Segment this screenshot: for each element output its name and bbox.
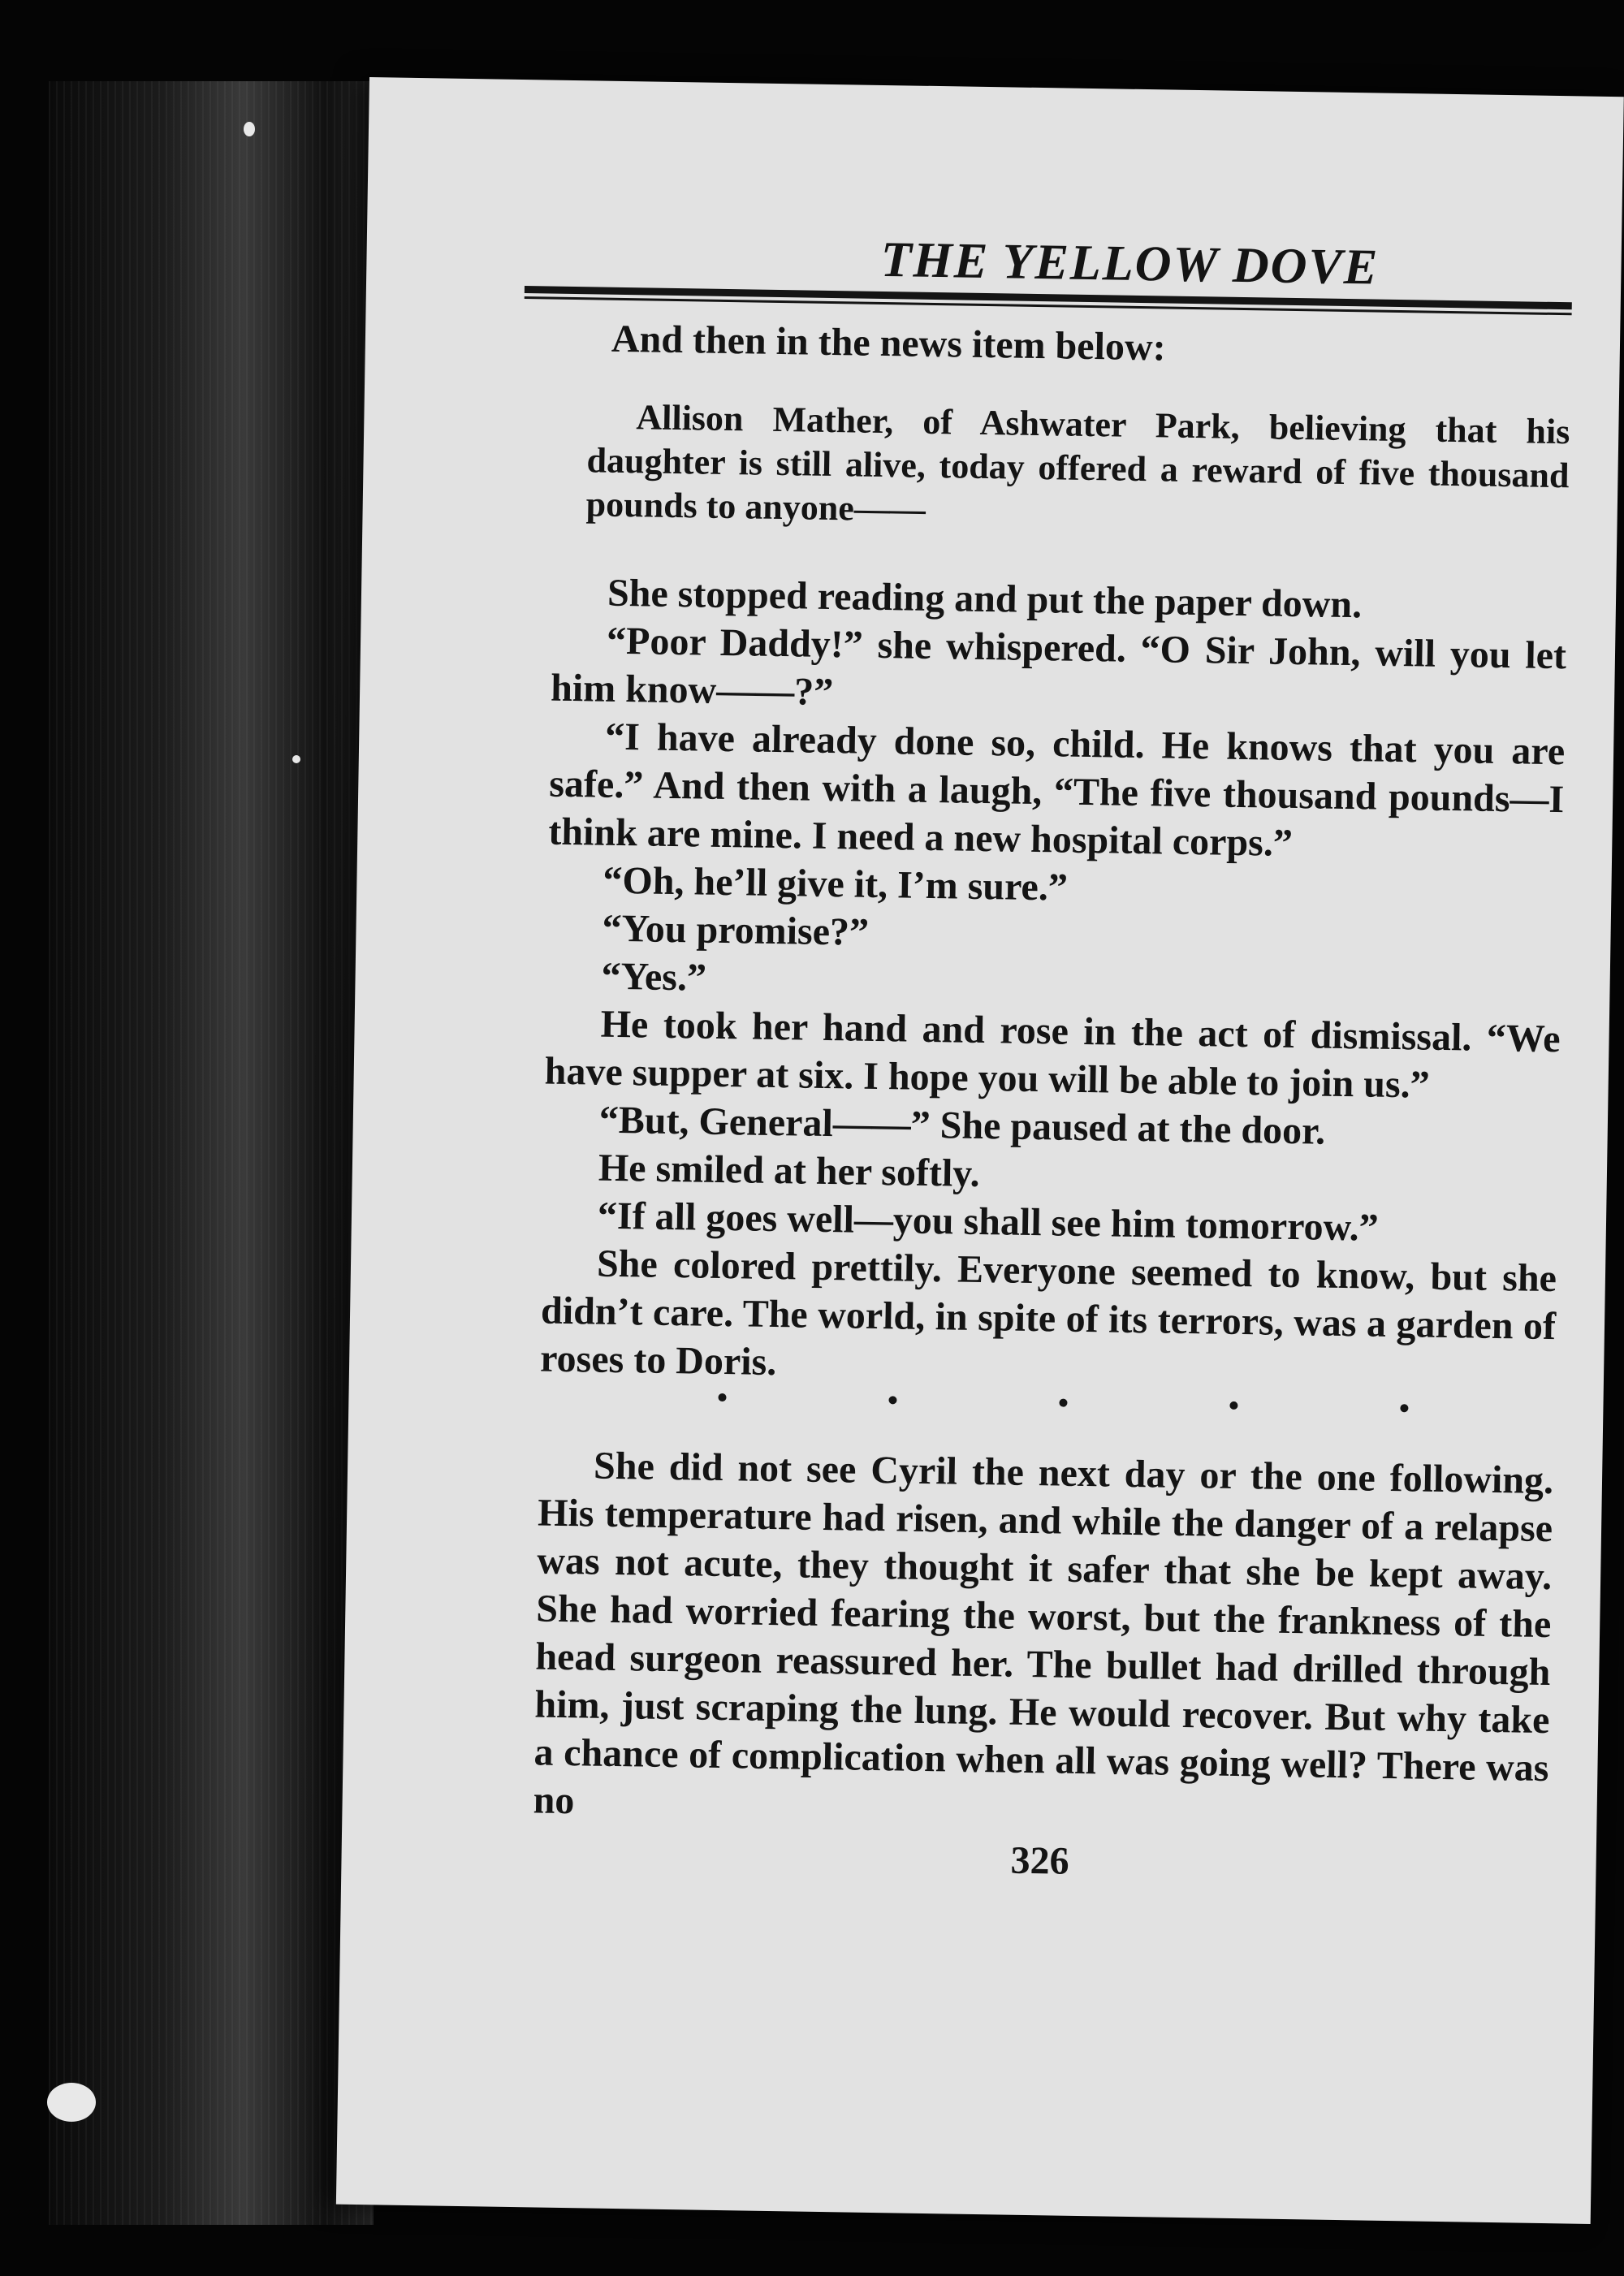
book-page xyxy=(336,77,1624,2224)
news-item-quote: Allison Mather, of Ashwater Park, believing that his daughter is still alive, today offered a reward of five thousand pounds to anyone—— xyxy=(585,397,1570,529)
paragraph: “If all goes well—you shall see him tomorrow.” xyxy=(597,1194,1380,1250)
paragraph: She stopped reading and put the paper down. xyxy=(607,571,1363,627)
paragraph: He took her hand and rose in the act of dismissal. “We have supper at six. I hope you will be able to join us.” xyxy=(544,1002,1561,1107)
binding-texture xyxy=(49,81,374,2225)
section-break-dot xyxy=(1229,1401,1237,1410)
running-head: THE YELLOW DOVE xyxy=(880,231,1380,296)
paragraph: “I have already done so, child. He knows that you are safe.” And then with a laugh, “The five thousand pounds—I think are mine. I need a new hospital corps.” xyxy=(548,715,1566,865)
paragraph: She colored prettily. Everyone seemed to know, but she didn’t care. The world, in spite of its terrors, was a garden of roses to Doris. xyxy=(539,1242,1557,1384)
section-break-dot xyxy=(1400,1404,1408,1412)
paragraph: “Yes.” xyxy=(601,954,707,1000)
paragraph: He smiled at her softly. xyxy=(598,1146,981,1195)
section-break-dot xyxy=(888,1396,896,1404)
section-break-dot xyxy=(718,1393,726,1401)
paragraph-after-break: She did not see Cyril the next day or the one following. His temperature had risen, and while the danger of a relapse was not acute, they thought it safer that she be kept away. She had worried fearing the worst, but the frankness of the head surgeon reassured her. The bullet had drilled through him, just scraping the lung. He would recover. But why take a chance of complication when all was going well? There was no xyxy=(533,1444,1554,1823)
paragraph: “Poor Daddy!” she whispered. “O Sir John, will you let him know——?” xyxy=(550,619,1567,715)
page-text-block xyxy=(532,227,1573,1893)
book-binding-edge xyxy=(49,81,374,2225)
body-text xyxy=(540,568,1568,1399)
scan-speck xyxy=(47,2083,96,2122)
paragraph: “But, General——” She paused at the door. xyxy=(598,1098,1326,1153)
section-break-dot xyxy=(1059,1399,1067,1407)
intro-line: And then in the news item below: xyxy=(611,317,1166,369)
scan-speck xyxy=(292,755,300,763)
page-number: 326 xyxy=(1010,1838,1070,1883)
paragraph: “You promise?” xyxy=(602,906,870,954)
paragraph: “Oh, he’ll give it, I’m sure.” xyxy=(603,858,1069,909)
scan-speck xyxy=(244,122,255,136)
